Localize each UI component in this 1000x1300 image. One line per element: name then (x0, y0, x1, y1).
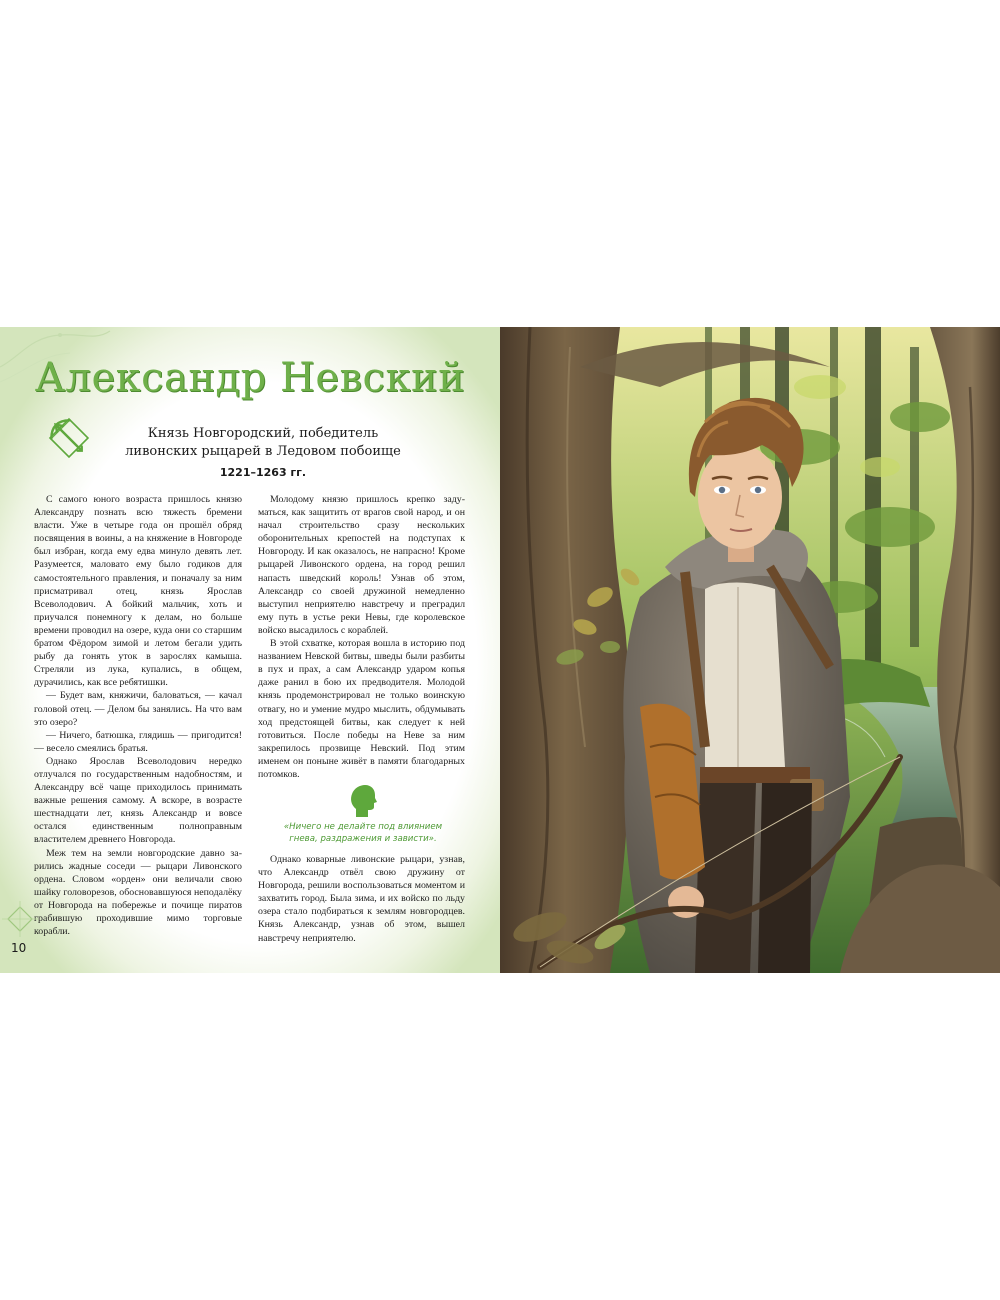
bow-and-arrow-icon (46, 415, 92, 461)
page-title: Александр Невский (34, 355, 466, 401)
book-spread (0, 327, 1000, 973)
paragraph: — Ничего, батюшка, глядишь — пригодится! — весело смеялись братья. (34, 729, 242, 754)
quote (270, 821, 456, 845)
paragraph: В этой схватке, которая вошла в историю под названием Невской битвы, шведы были разбиты в пух и прах, а сам Александр ударом копья даже ранил в бою их предводителя. Молодой князь продемонстрировал не только воинскую отвагу, но и умение мудро мыслить, обдумывать ход предстоящей битвы, как следует к ней готовиться. После победы на Неве за ним закрепилось прозвище Невский. Под этим именем он поныне живёт в памяти благодарных потомков. (258, 638, 465, 780)
life-years: 1221–1263 гг. (219, 466, 307, 479)
quote-line: гнева, раздражения и зависти». (289, 834, 437, 844)
subtitle-line: Князь Новгородский, победитель (147, 426, 379, 441)
page-number: 10 (11, 941, 27, 955)
right-text-column (258, 493, 465, 781)
paragraph: Молодому князю пришлось крепко задуматься, как защитить от врагов свой народ, и он начал строительство сразу нескольких оборонительных крепостей на подступах к Новгороду. И как оказалось, не напрасно! Кроме рыцарей Ливонского ордена, на город решил напасть шведский король! Узнав об этом, Александр со своей дружиной немедленно выступил неприятелю навстречу и преградил ему путь в устье реки Невы, где королевское войско высадилось с кораблей. (258, 494, 465, 636)
head-profile-icon (348, 783, 378, 819)
text-page (0, 327, 500, 973)
illustration-boy-with-bow (500, 327, 1000, 973)
page-subtitle (98, 425, 428, 461)
right-text-column-bottom (258, 853, 465, 945)
paragraph: С самого юного возраста пришлось князю Александру познать всю тяжесть бремени власти. Уже в четыре года он прошёл обряд посвящения в воины, а на княжение в Новгороде был избран, когда ему едва минуло девять лет. Разумеется, маловато ему было годиков для самостоятельного правления, и поначалу за ним присматривал отец, князь Ярослав Всеволодович. А бойкий мальчик, хоть и приучался понемногу к делам, но больше времени проводил на озере, куда они со старшим братом Фёдором зимой и летом бегали удить рыбу да гонять уток в зарослях камыша. Стреляли из лука, купались, в общем, дурачились, как все ребятишки. (34, 494, 242, 689)
paragraph: — Будет вам, княжичи, баловаться, — качал головой отец. — Делом бы занялись. На что вам это озеро? (34, 690, 242, 728)
paragraph: Меж тем на земли новгородские давно зарились жадные соседи — рыцари Ливонского ордена. Словом «орден» они величали свою шайку головорезов, обосновавшуюся неподалёку от Новгорода на побережье и почище пиратов грабившую проходившие мимо торговые корабли. (34, 847, 242, 938)
paragraph: Однако коварные ливонские рыцари, узнав, что Александр отвёл свою дружину от Новгорода, решили воспользоваться моментом и захватить город. Была зима, и их войско по льду озера стало подбираться к землям новгородцев. Князь Александр, узнав об этом, вышел навстречу неприятелю. (258, 854, 465, 944)
quote-line: «Ничего не делайте под влиянием (283, 822, 443, 832)
left-text-column (34, 493, 242, 938)
paragraph: Однако Ярослав Всеволодович нередко отлучался по государственным надобностям, и Александру всё чаще приходилось принимать важные решения самому. А вскоре, в возрасте шестнадцати лет, князь Александр и вовсе остался единственным полноправным властителем древнего Новгорода. (34, 755, 242, 846)
subtitle-line: ливонских рыцарей в Ледовом побоище (125, 444, 401, 459)
